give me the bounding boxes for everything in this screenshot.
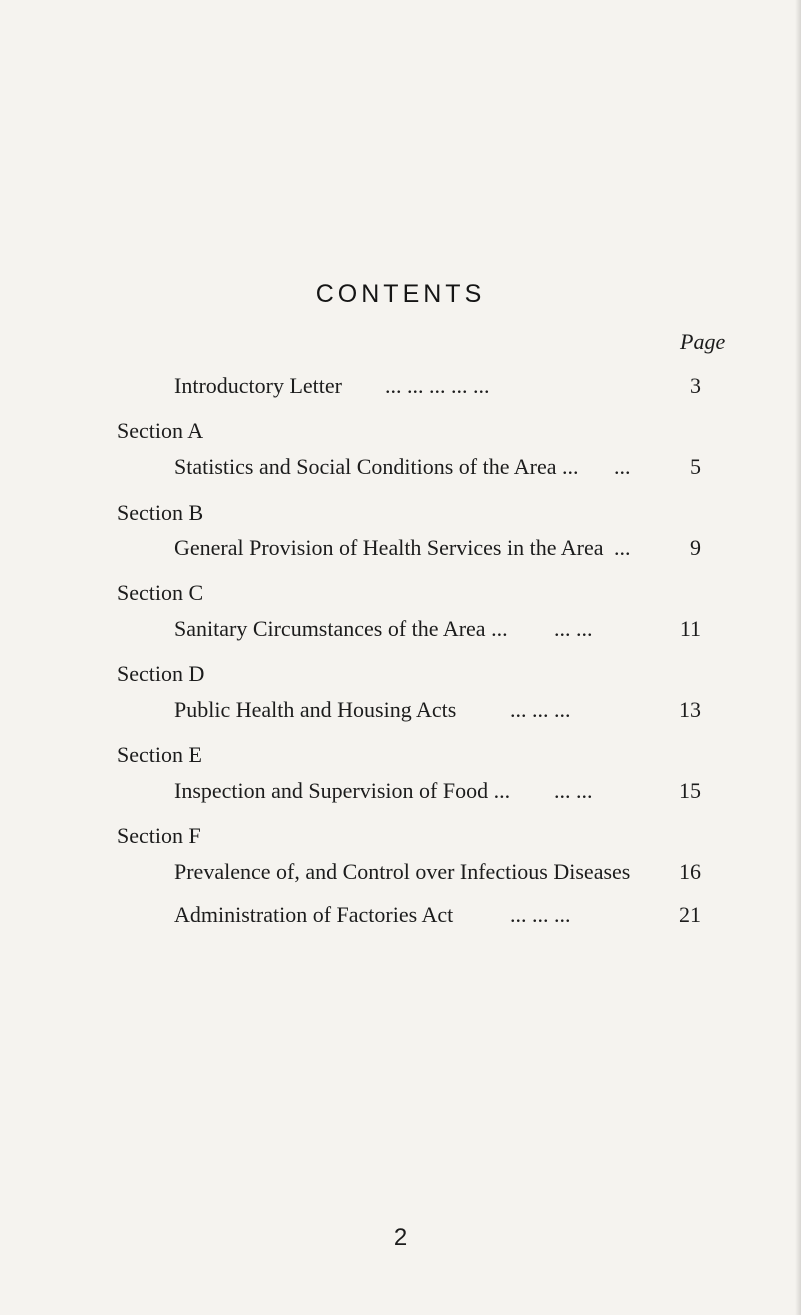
toc-entry-title: Public Health and Housing Acts bbox=[174, 697, 457, 722]
toc-leader-dots: ... bbox=[614, 535, 631, 560]
toc-leader-dots: ... ... bbox=[554, 778, 593, 803]
toc-section-label: Section B bbox=[117, 500, 204, 525]
toc-page-number: 9 bbox=[690, 535, 701, 560]
toc-entry-title: Sanitary Circumstances of the Area ... bbox=[174, 616, 508, 641]
toc-entry-title: Prevalence of, and Control over Infectious Diseases bbox=[174, 859, 631, 884]
toc-entry-title: Statistics and Social Conditions of the Area ... bbox=[174, 454, 579, 479]
toc-entry-title: Administration of Factories Act bbox=[174, 902, 454, 927]
toc-section-label: Section E bbox=[117, 742, 202, 767]
toc-page-number: 16 bbox=[679, 859, 701, 884]
toc-page-number: 21 bbox=[679, 902, 701, 927]
toc-leader-dots: ... bbox=[614, 454, 631, 479]
toc-section-label: Section D bbox=[117, 661, 205, 686]
page-folio-number: 2 bbox=[393, 1224, 408, 1251]
toc-leader-dots: ... ... ... ... ... bbox=[385, 373, 490, 398]
toc-page-number: 5 bbox=[690, 454, 701, 479]
toc-page-number: 13 bbox=[679, 697, 701, 722]
toc-page-number: 3 bbox=[690, 373, 701, 398]
toc-leader-dots: ... ... ... bbox=[510, 697, 571, 722]
toc-section-label: Section F bbox=[117, 823, 201, 848]
toc-leader-dots: ... ... bbox=[554, 616, 593, 641]
page-column-label: Page bbox=[680, 329, 726, 354]
toc-entry-title: Introductory Letter bbox=[174, 373, 342, 398]
toc-entry-title: Inspection and Supervision of Food ... bbox=[174, 778, 511, 803]
toc-entry-title: General Provision of Health Services in the Area bbox=[174, 535, 604, 560]
toc-page-number: 11 bbox=[679, 616, 701, 641]
page-edge-shadow bbox=[795, 0, 801, 1315]
toc-leader-dots: ... ... ... bbox=[510, 902, 571, 927]
toc-page-number: 15 bbox=[679, 778, 701, 803]
toc-section-label: Section C bbox=[117, 580, 204, 605]
toc-section-label: Section A bbox=[117, 418, 204, 443]
contents-heading: CONTENTS bbox=[315, 280, 486, 308]
